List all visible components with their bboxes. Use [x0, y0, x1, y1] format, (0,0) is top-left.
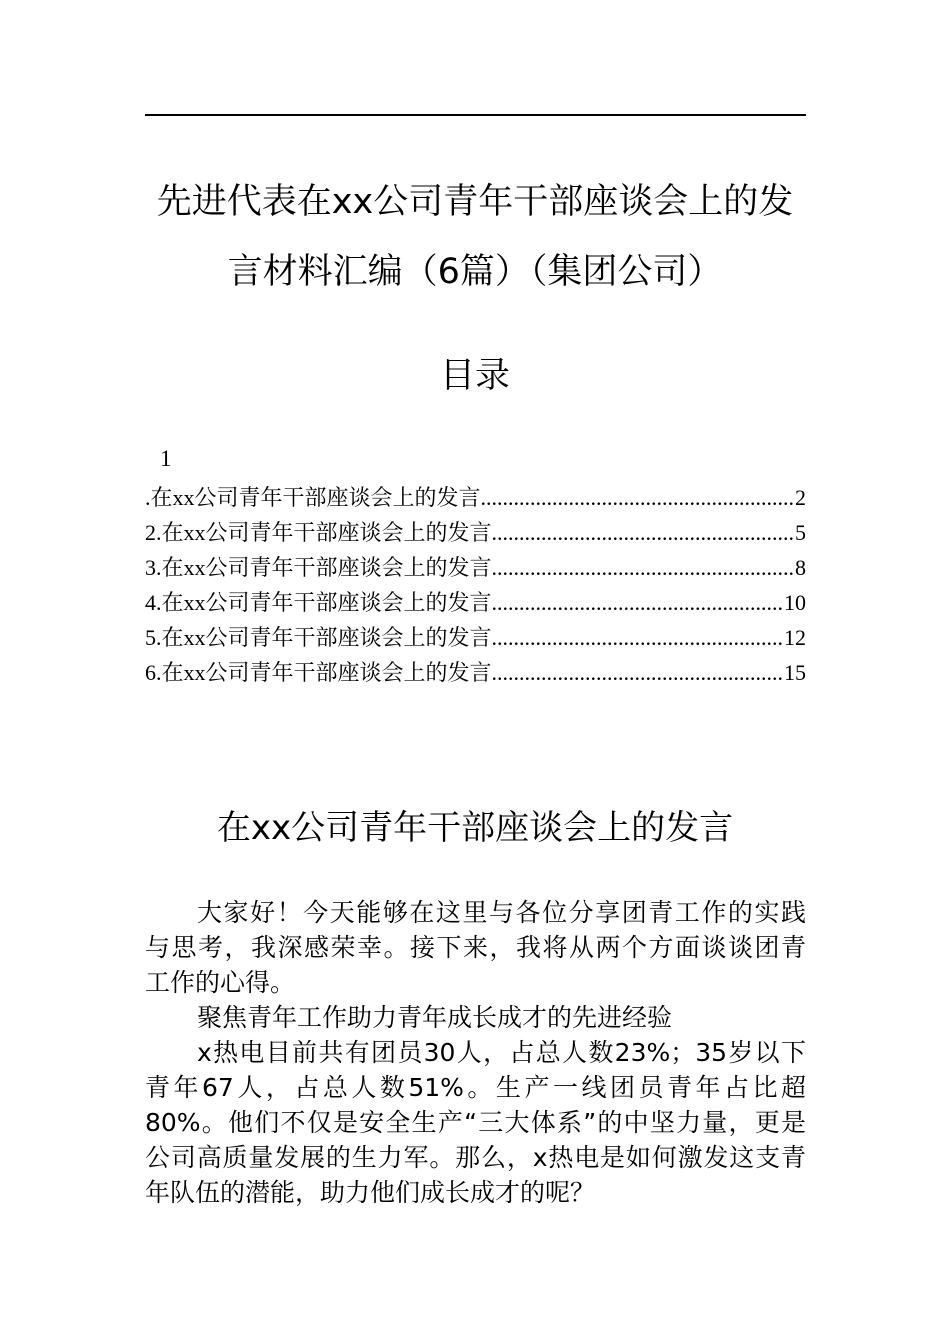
toc-entry-page: 15	[784, 660, 806, 685]
toc-entry[interactable]	[145, 585, 806, 620]
toc-entry-page: 5	[795, 520, 806, 545]
header-rule	[145, 114, 806, 116]
body-line: 工作的心得。	[145, 968, 296, 997]
document-title-line-1: 先进代表在xx公司青年干部座谈会上的发	[156, 182, 794, 222]
toc-entry[interactable]	[145, 620, 806, 655]
toc-entry-title: 6.在xx公司青年干部座谈会上的发言	[145, 660, 492, 685]
toc-entry-title: 4.在xx公司青年干部座谈会上的发言	[145, 590, 492, 615]
table-of-contents	[145, 480, 806, 690]
toc-leader	[492, 515, 795, 550]
toc-entry-title: .在xx公司青年干部座谈会上的发言	[145, 485, 481, 510]
toc-leading-number: 1	[160, 446, 172, 471]
toc-leader	[492, 620, 784, 655]
toc-entry-page: 2	[795, 485, 806, 510]
toc-entry-title: 5.在xx公司青年干部座谈会上的发言	[145, 625, 492, 650]
body-line: 年队伍的潜能，助力他们成长成才的呢？	[145, 1178, 596, 1207]
toc-entry-page: 8	[795, 555, 806, 580]
body-line: x热电目前共有团员30人，占总人数23%；35岁以下	[197, 1038, 806, 1067]
toc-entry[interactable]	[145, 515, 806, 550]
body-line: 80%。他们不仅是安全生产“三大体系”的中坚力量，更是	[145, 1108, 806, 1137]
toc-entry[interactable]	[145, 480, 806, 515]
toc-entry-page: 10	[784, 590, 806, 615]
body-line: 大家好！今天能够在这里与各位分享团青工作的实践	[197, 898, 806, 927]
body-line: 与思考，我深感荣幸。接下来，我将从两个方面谈谈团青	[145, 933, 806, 962]
section-heading: 在xx公司青年干部座谈会上的发言	[216, 808, 734, 848]
toc-entry[interactable]	[145, 655, 806, 690]
toc-leader	[492, 550, 795, 585]
body-subheading: 聚焦青年工作助力青年成长成才的先进经验	[197, 1003, 673, 1032]
toc-leader	[492, 655, 784, 690]
body-line: 公司高质量发展的生力军。那么，x热电是如何激发这支青	[145, 1143, 806, 1172]
toc-entry-page: 12	[784, 625, 806, 650]
toc-entry-title: 3.在xx公司青年干部座谈会上的发言	[145, 555, 492, 580]
toc-leader	[481, 480, 795, 515]
toc-leader	[492, 585, 784, 620]
section-body	[145, 895, 806, 1210]
toc-entry[interactable]	[145, 550, 806, 585]
body-line: 青年67人，占总人数51%。生产一线团员青年占比超	[145, 1073, 806, 1102]
toc-heading: 目录	[439, 356, 510, 396]
toc-entry-title: 2.在xx公司青年干部座谈会上的发言	[145, 520, 492, 545]
document-title-line-2: 言材料汇编（6篇）（集团公司）	[227, 252, 723, 292]
